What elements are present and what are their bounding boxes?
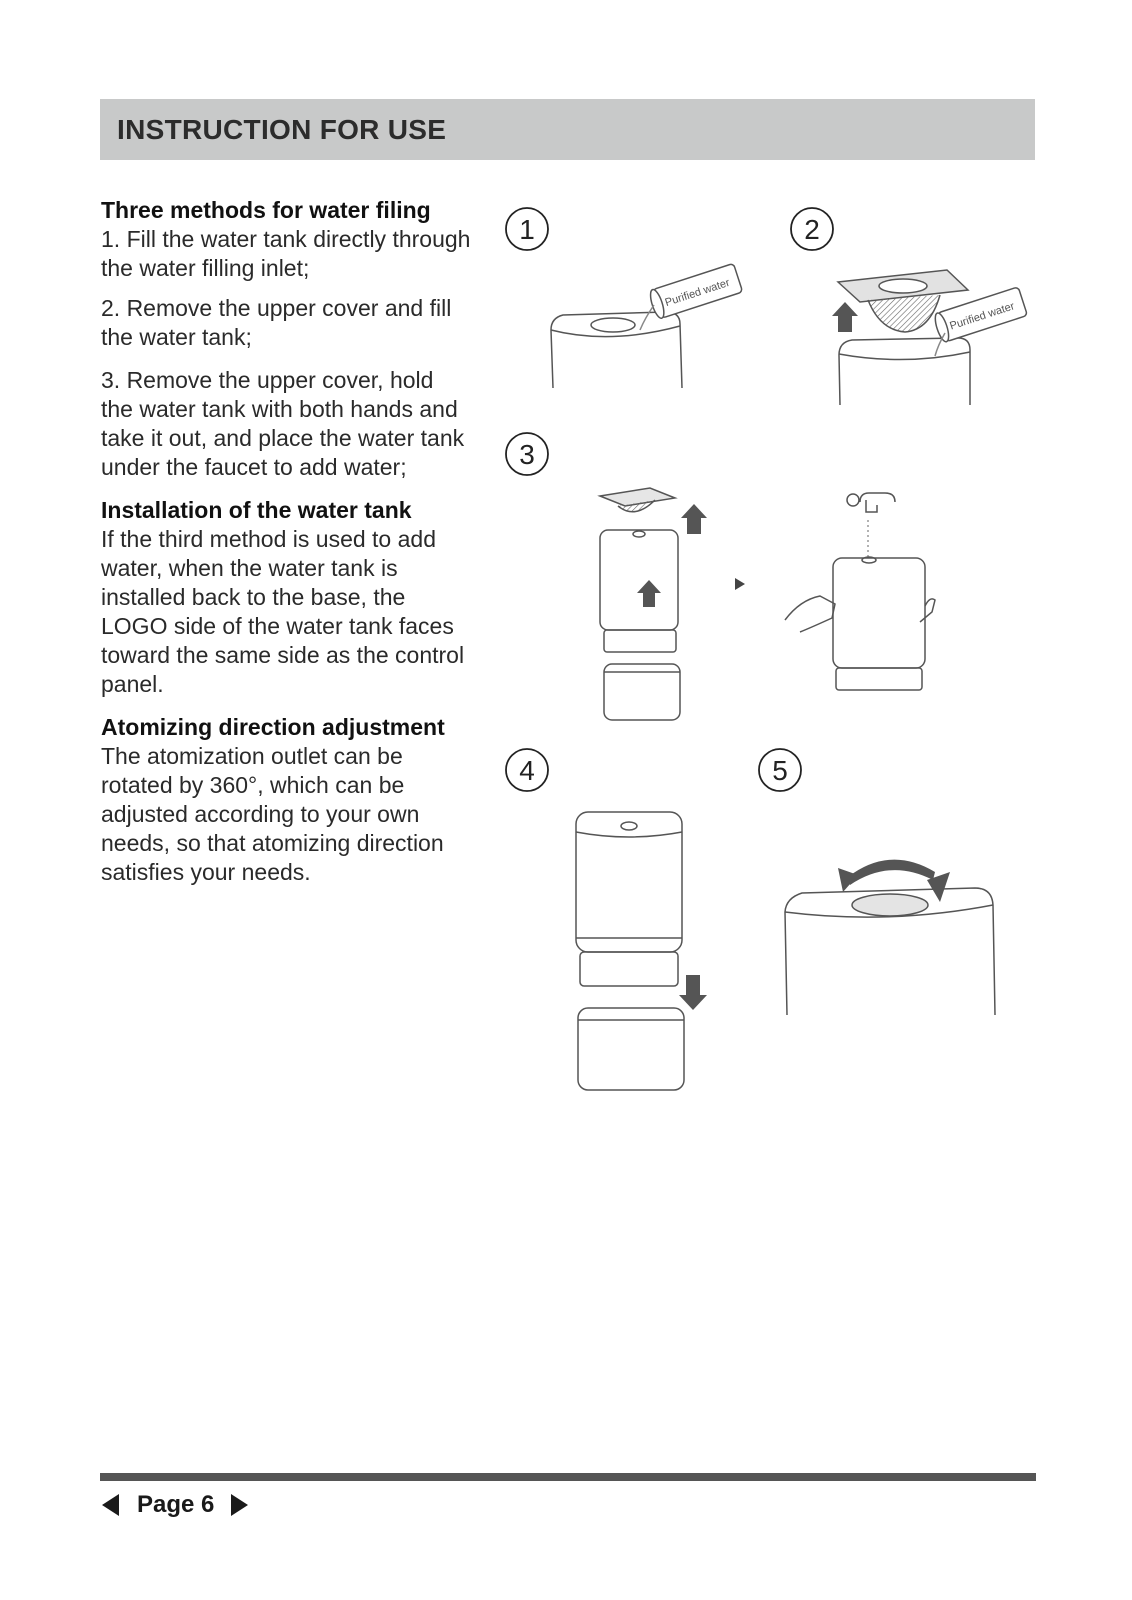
- step-3-number: 3: [519, 439, 535, 470]
- step-2-number: 2: [804, 214, 820, 245]
- next-page-icon[interactable]: [231, 1494, 248, 1516]
- step-1-number: 1: [519, 214, 535, 245]
- step-2-illustration: [832, 270, 1027, 405]
- section-title-tank-installation: Installation of the water tank: [101, 497, 412, 523]
- step-1-marker: [506, 208, 548, 250]
- method-3-text: 3. Remove the upper cover, hold the water tank with both hands and take it out, and place the water tank under the faucet to add water;: [101, 367, 465, 480]
- lift-arrow-icon-2: [681, 504, 707, 534]
- step-4-number: 4: [519, 755, 535, 786]
- section-title-water-filling: Three methods for water filing: [101, 197, 431, 223]
- section-title-atomizing-direction: Atomizing direction adjustment: [101, 714, 445, 740]
- step-2-marker: [791, 208, 833, 250]
- bottle-label-2: Purified water: [948, 300, 1017, 333]
- step-4-marker: [506, 749, 548, 791]
- step-1-illustration: [551, 263, 743, 388]
- next-step-arrow-icon: [735, 578, 745, 590]
- up-arrow-icon: [637, 580, 661, 607]
- step-5-marker: [759, 749, 801, 791]
- bottle-label-1: Purified water: [663, 276, 732, 310]
- rotate-arrow-icon: [848, 860, 935, 885]
- tank-installation-text: If the third method is used to add water, when the water tank is installed back to the base, the LOGO side of the water tank faces toward the same side as the control panel.: [101, 526, 465, 697]
- step-5-number: 5: [772, 755, 788, 786]
- lift-arrow-icon: [832, 302, 858, 332]
- step-3-marker: [506, 433, 548, 475]
- footer-rule: [100, 1473, 1036, 1481]
- method-2-text: 2. Remove the upper cover and fill the water tank;: [101, 295, 452, 350]
- page-number: Page 6: [137, 1491, 215, 1518]
- previous-page-icon[interactable]: [102, 1494, 119, 1516]
- page-navigation: [102, 1488, 248, 1522]
- atomizing-direction-text: The atomization outlet can be rotated by 360°, which can be adjusted according to your own needs, so that atomizing direction satisfies your needs.: [101, 743, 444, 885]
- step-5-illustration: [785, 860, 995, 1015]
- page-title: INSTRUCTION FOR USE: [117, 114, 447, 145]
- down-arrow-icon: [679, 975, 707, 1010]
- step-3-illustration: [600, 488, 935, 720]
- step-4-illustration: [576, 812, 707, 1090]
- water-bottle-1: [648, 263, 743, 319]
- water-bottle-2: [933, 287, 1028, 343]
- method-1-text: 1. Fill the water tank directly through the water filling inlet;: [101, 226, 471, 281]
